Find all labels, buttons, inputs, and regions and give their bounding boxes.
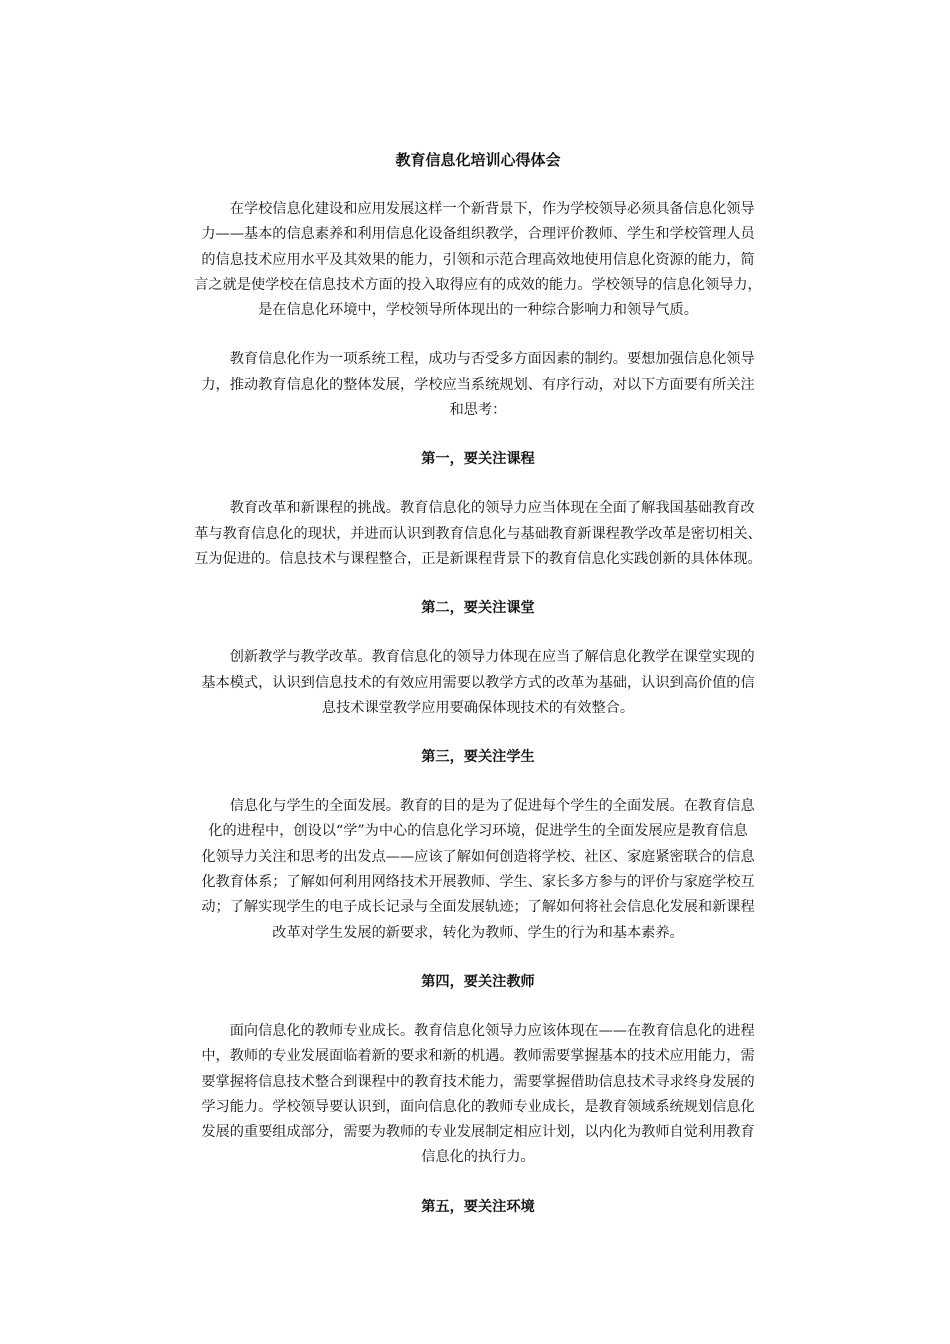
- section-heading-students: 第三，要关注学生: [421, 749, 535, 766]
- text-line: 教育信息化作为一项系统工程，成功与否受多方面因素的制约。要想加强信息化领导: [201, 351, 755, 368]
- text-line: 信息化的执行力。: [421, 1149, 535, 1166]
- text-line: 中，教师的专业发展面临着新的要求和新的机遇。教师需要掌握基本的技术应用能力，需: [201, 1048, 755, 1065]
- text-line: 在学校信息化建设和应用发展这样一个新背景下，作为学校领导必须具备信息化领导: [201, 201, 755, 217]
- text-line: 要掌握将信息技术整合到课程中的教育技术能力，需要掌握借助信息技术寻求终身发展的: [201, 1073, 755, 1090]
- text-line: 息技术课堂教学应用要确保体现技术的有效整合。: [321, 699, 635, 716]
- text-line: 教育改革和新课程的挑战。教育信息化的领导力应当体现在全面了解我国基础教育改: [201, 500, 755, 517]
- section-paragraph-students: [150, 794, 806, 946]
- text-line: 和思考：: [449, 402, 507, 419]
- document-page: [150, 148, 806, 1244]
- text-line: 言之就是使学校在信息技术方面的投入取得应有的成效的能力。学校领导的信息化领导力，: [194, 276, 762, 293]
- text-line: 化教育体系；了解如何利用网络技术开展教师、学生、家长多方参与的评价与家庭学校互: [201, 874, 755, 891]
- text-line: 信息化与学生的全面发展。教育的目的是为了促进每个学生的全面发展。在教育信息: [201, 798, 755, 815]
- intro-paragraph: [150, 197, 806, 323]
- section-paragraph-classroom: [150, 645, 806, 721]
- text-line: 力——基本的信息素养和利用信息化设备组织教学，合理评价教师、学生和学校管理人员: [201, 226, 755, 243]
- text-line: 创新教学与教学改革。教育信息化的领导力体现在应当了解信息化教学在课堂实现的: [201, 649, 755, 666]
- text-line: 学习能力。学校领导要认识到，面向信息化的教师专业成长，是教育领域系统规划信息化: [201, 1098, 755, 1115]
- text-line: 是在信息化环境中，学校领导所体现出的一种综合影响力和领导气质。: [258, 302, 698, 319]
- section-heading-curriculum: 第一，要关注课程: [421, 451, 535, 468]
- text-line: 化领导力关注和思考的出发点——应该了解如何创造将学校、社区、家庭紧密联合的信息: [201, 848, 755, 865]
- text-line: 力，推动教育信息化的整体发展，学校应当系统规划、有序行动，对以下方面要有所关注: [201, 376, 755, 393]
- document-title: 教育信息化培训心得体会: [395, 151, 561, 169]
- text-line: 动；了解实现学生的电子成长记录与全面发展轨迹；了解如何将社会信息化发展和新课程: [201, 899, 755, 916]
- text-line: 互为促进的。信息技术与课程整合，正是新课程背景下的教育信息化实践创新的具体体现。: [194, 550, 762, 567]
- section-paragraph-teachers: [150, 1019, 806, 1171]
- text-line: 化的进程中，创设以“学”为中心的信息化学习环境，促进学生的全面发展应是教育信息: [208, 823, 748, 840]
- section-heading-classroom: 第二，要关注课堂: [421, 600, 535, 617]
- text-line: 革与教育信息化的现状，并进而认识到教育信息化与基础教育新课程教学改革是密切相关、: [194, 525, 762, 542]
- overview-paragraph: [150, 347, 806, 423]
- section-heading-environment: 第五，要关注环境: [421, 1198, 535, 1215]
- text-line: 改革对学生发展的新要求，转化为教师、学生的行为和基本素养。: [272, 924, 684, 941]
- section-paragraph-curriculum: [150, 496, 806, 572]
- text-line: 发展的重要组成部分，需要为教师的专业发展制定相应计划，以内化为教师自觉利用教育: [201, 1124, 755, 1141]
- text-line: 基本模式，认识到信息技术的有效应用需要以教学方式的改革为基础，认识到高价值的信: [201, 674, 755, 691]
- text-line: 的信息技术应用水平及其效果的能力，引领和示范合理高效地使用信息化资源的能力，简: [201, 251, 755, 268]
- text-line: 面向信息化的教师专业成长。教育信息化领导力应该体现在——在教育信息化的进程: [201, 1022, 755, 1039]
- section-heading-teachers: 第四，要关注教师: [421, 973, 535, 990]
